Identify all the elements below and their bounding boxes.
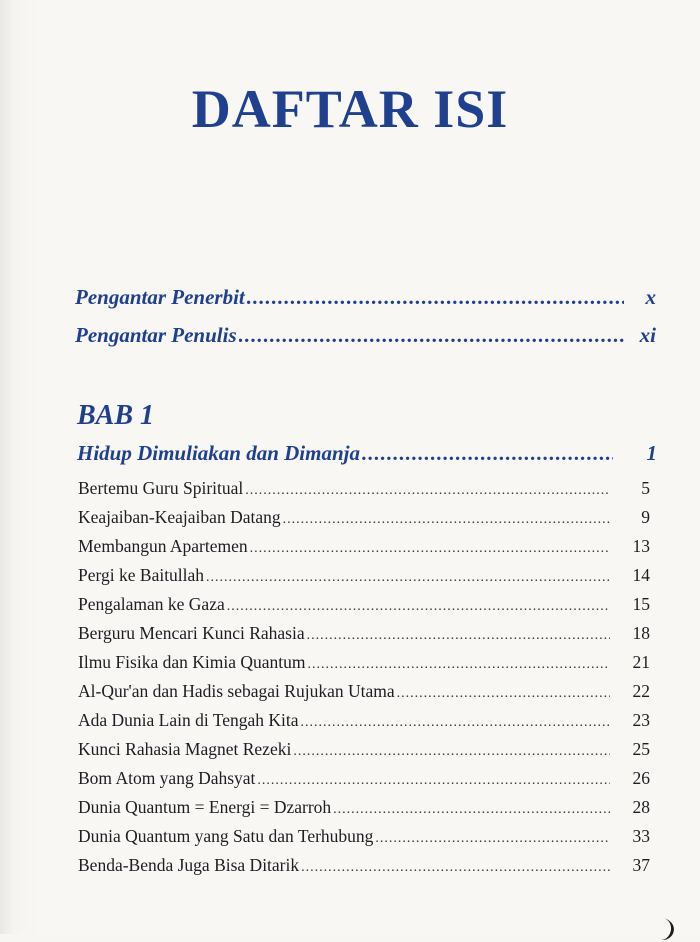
dot-leader	[375, 831, 610, 847]
chapter-number: BAB 1	[77, 400, 155, 431]
toc-page-number: x	[645, 285, 656, 309]
toc-entry-label: Bom Atom yang Dahsyat	[78, 768, 256, 788]
toc-section-item	[78, 710, 650, 731]
dot-leader	[293, 744, 610, 760]
toc-section-item	[78, 623, 650, 644]
toc-page-number: 1	[646, 441, 657, 465]
toc-entry-label: Pengalaman ke Gaza	[78, 594, 225, 614]
toc-section-item	[78, 652, 650, 673]
toc-page-number: 14	[632, 565, 650, 585]
toc-page-number: 13	[632, 536, 650, 556]
dot-leader	[397, 686, 610, 702]
toc-section-item	[78, 536, 650, 557]
page-corner-mark	[647, 916, 675, 942]
dot-leader	[206, 570, 610, 586]
toc-page-number: 5	[641, 478, 650, 498]
toc-entry-label: Hidup Dimuliakan dan Dimanja	[77, 441, 360, 465]
toc-page-number: 21	[632, 652, 650, 672]
toc-entry-label: Pengantar Penulis	[75, 323, 237, 347]
toc-entry-label: Ilmu Fisika dan Kimia Quantum	[78, 652, 306, 672]
toc-section-item	[78, 826, 650, 847]
dot-leader	[333, 802, 610, 818]
toc-page-number: 18	[632, 623, 650, 643]
toc-section-item	[78, 478, 650, 499]
dot-leader	[239, 323, 624, 348]
dot-leader	[245, 483, 610, 499]
toc-entry-pengantar-penulis	[75, 323, 656, 348]
toc-entry-label: Dunia Quantum yang Satu dan Terhubung	[78, 826, 374, 846]
toc-entry-label: Al-Qur'an dan Hadis sebagai Rujukan Utama	[78, 681, 395, 701]
toc-page-number: 33	[632, 826, 650, 846]
toc-section-item	[78, 681, 650, 702]
toc-page-number: 22	[632, 681, 650, 701]
toc-entry-label: Dunia Quantum = Energi = Dzarroh	[78, 797, 332, 817]
dot-leader	[301, 715, 610, 731]
toc-entry-pengantar-penerbit	[75, 285, 656, 310]
toc-entry-label: Benda-Benda Juga Bisa Ditarik	[78, 855, 300, 875]
toc-chapter-title	[77, 441, 657, 466]
dot-leader	[362, 441, 613, 466]
toc-entry-label: Membangun Apartemen	[78, 536, 248, 556]
toc-page-number: 26	[632, 768, 650, 788]
toc-page-number: 23	[632, 710, 650, 730]
toc-entry-label: Keajaiban-Keajaiban Datang	[78, 507, 281, 527]
dot-leader	[257, 773, 610, 789]
toc-entry-label: Berguru Mencari Kunci Rahasia	[78, 623, 305, 643]
dot-leader	[283, 512, 610, 528]
dot-leader	[250, 541, 610, 557]
toc-page-number: 15	[632, 594, 650, 614]
page-title: DAFTAR ISI	[191, 79, 509, 139]
dot-leader	[307, 657, 610, 673]
toc-page-number: 25	[632, 739, 650, 759]
toc-entry-label: Kunci Rahasia Magnet Rezeki	[78, 739, 292, 759]
toc-section-item	[78, 565, 650, 586]
toc-entry-label: Ada Dunia Lain di Tengah Kita	[78, 710, 299, 730]
toc-section-item	[78, 594, 650, 615]
toc-entry-label: Pengantar Penerbit	[75, 285, 245, 309]
toc-page-number: 9	[641, 507, 650, 527]
toc-section-item	[78, 768, 650, 789]
toc-section-item	[78, 797, 650, 818]
toc-section-item	[78, 507, 650, 528]
dot-leader	[301, 860, 610, 876]
toc-page-number: 37	[632, 855, 650, 875]
toc-entry-label: Pergi ke Baitullah	[78, 565, 205, 585]
dot-leader	[227, 599, 610, 615]
dot-leader	[247, 285, 624, 310]
toc-page-number: xi	[639, 323, 656, 347]
toc-entry-label: Bertemu Guru Spiritual	[78, 478, 244, 498]
dot-leader	[307, 628, 610, 644]
toc-section-item	[78, 739, 650, 760]
toc-section-item	[78, 855, 650, 876]
toc-page-number: 28	[632, 797, 650, 817]
